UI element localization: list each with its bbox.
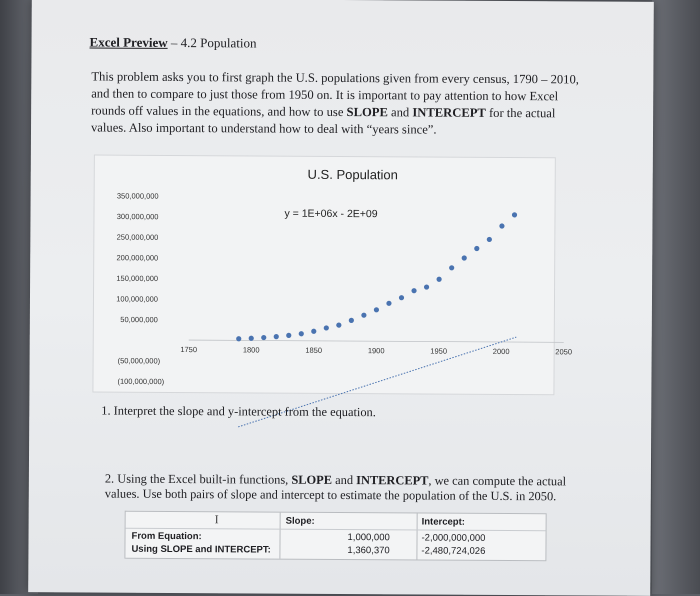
- title-bold: Excel Preview: [89, 34, 168, 50]
- q2-text-a: 2. Using the Excel built-in functions,: [104, 471, 292, 487]
- data-point: [374, 307, 379, 312]
- row-slope-intercept-intercept[interactable]: -2,480,724,026: [421, 545, 486, 557]
- data-point: [424, 284, 429, 289]
- data-point: [249, 336, 254, 341]
- data-point: [512, 212, 517, 217]
- data-point: [261, 335, 266, 340]
- y-tick-label: 150,000,000: [116, 273, 159, 284]
- question-2: [105, 472, 575, 505]
- question-1: 1. Interpret the slope and y-intercept from the equation.: [101, 403, 376, 420]
- data-point: [474, 246, 479, 251]
- background-right: [652, 0, 700, 594]
- y-tick-label: 300,000,000: [116, 212, 159, 222]
- data-point: [361, 313, 366, 318]
- y-tick-label: 200,000,000: [116, 253, 159, 263]
- q2-text-b: and: [332, 472, 357, 488]
- y-tick-label: 50,000,000: [120, 315, 158, 325]
- worksheet-page: [28, 0, 654, 596]
- table-divider-1: [279, 513, 280, 559]
- data-point: [411, 288, 416, 293]
- row-from-equation-slope[interactable]: 1,000,000: [347, 532, 390, 544]
- data-point: [436, 277, 441, 282]
- data-point: [336, 322, 341, 327]
- trendline-equation: y = 1E+06x - 2E+09: [284, 207, 378, 221]
- intro-text-2: for the actual values. Also important to understand how to deal with “years since”.: [90, 105, 556, 137]
- data-point: [324, 325, 329, 330]
- x-tick-label: 2000: [492, 346, 510, 357]
- q2-bold-slope: SLOPE: [291, 472, 333, 487]
- data-point: [499, 223, 504, 228]
- row-from-equation-intercept[interactable]: -2,000,000,000: [421, 532, 486, 544]
- x-tick-label: 1950: [430, 346, 448, 356]
- title-rest: – 4.2 Population: [167, 34, 257, 51]
- y-tick-label: (100,000,000): [117, 376, 165, 387]
- y-tick-label: 250,000,000: [116, 232, 159, 242]
- data-point: [236, 336, 241, 341]
- data-point: [299, 331, 304, 336]
- population-chart: [93, 155, 573, 394]
- y-tick-label: 100,000,000: [116, 294, 159, 304]
- data-point: [386, 301, 391, 306]
- intro-text-1: This problem asks you to first graph the U.S. populations given from every census, 1790 – 2010, and then to compare to just those from 1950 on. It is important to pay attention to how Excel rounds off values in the equations, and how to use: [91, 69, 579, 120]
- slope-header: Slope:: [285, 515, 315, 527]
- data-point: [311, 329, 316, 334]
- intercept-header: Intercept:: [421, 516, 465, 528]
- results-table: [124, 511, 546, 562]
- row-slope-intercept-slope[interactable]: 1,360,370: [347, 545, 390, 557]
- intro-paragraph: [91, 68, 591, 139]
- chart-title: U.S. Population: [307, 166, 398, 183]
- intro-and: and: [387, 105, 413, 120]
- intro-bold-slope: SLOPE: [346, 105, 388, 120]
- x-tick-label: 2050: [555, 347, 573, 357]
- y-tick-label: 350,000,000: [116, 191, 159, 201]
- table-divider-2: [416, 513, 417, 559]
- row-from-equation-label: From Equation:: [131, 530, 202, 543]
- data-point: [349, 318, 354, 323]
- x-tick-label: 1800: [242, 345, 260, 355]
- x-tick-label: 1850: [305, 345, 323, 355]
- q2-bold-intercept: INTERCEPT: [356, 473, 429, 488]
- page-title: [90, 34, 257, 51]
- row-slope-intercept-label: Using SLOPE and INTERCEPT:: [131, 543, 271, 556]
- data-point: [399, 295, 404, 300]
- q2-text-c: , we can compute the actual values. Use both pairs of slope and intercept to estimate the population of the U.S. in 2050.: [104, 473, 567, 504]
- data-point: [286, 333, 291, 338]
- text-cursor-icon: I: [214, 512, 219, 527]
- chart-area: [92, 154, 573, 395]
- data-point: [487, 237, 492, 242]
- y-tick-label: (50,000,000): [117, 356, 161, 366]
- data-point: [462, 255, 467, 260]
- x-tick-label: 1750: [180, 345, 198, 355]
- data-point: [274, 334, 279, 339]
- data-point: [449, 265, 454, 270]
- x-tick-label: 1900: [367, 346, 385, 356]
- intro-bold-intercept: INTERCEPT: [412, 105, 486, 120]
